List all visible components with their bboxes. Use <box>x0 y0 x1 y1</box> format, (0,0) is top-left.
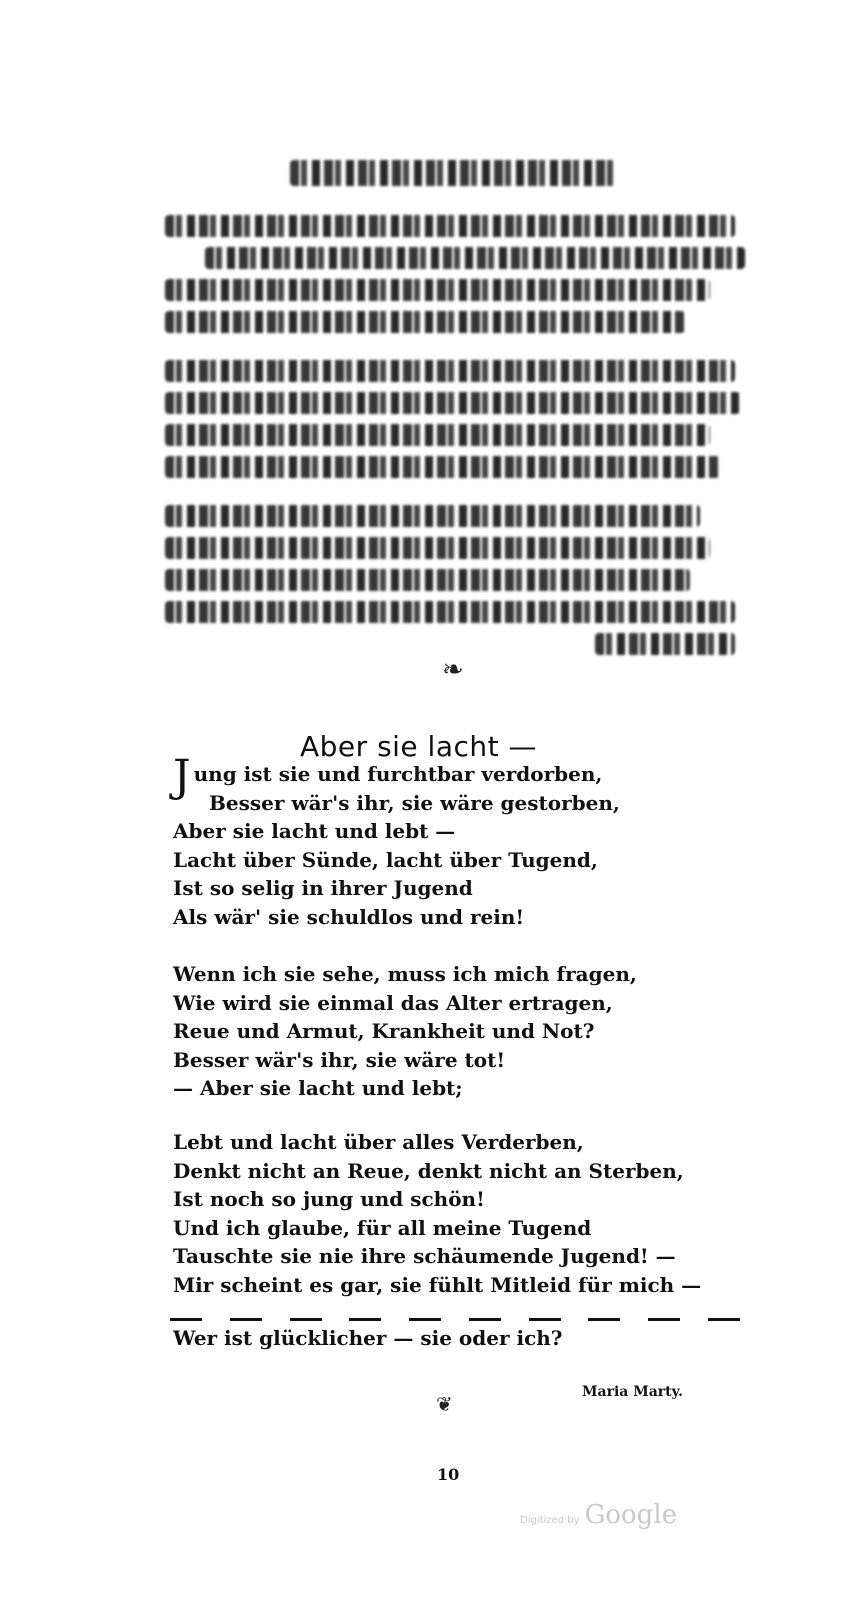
poem-line: Lebt und lacht über alles Verderben, <box>173 1130 584 1154</box>
poem-line: Aber sie lacht und lebt — <box>173 819 456 843</box>
illegible-stanza-1 <box>165 215 745 343</box>
illegible-stanza-3 <box>165 505 745 665</box>
poem-line: Lacht über Sünde, lacht über Tugend, <box>173 847 598 872</box>
watermark-prefix: Digitized by <box>520 1515 580 1526</box>
poem-line: Ist so selig in ihrer Jugend <box>173 876 473 900</box>
poem-line: Wenn ich sie sehe, muss ich mich fragen, <box>173 962 637 986</box>
ornament-icon: ❧ <box>442 655 464 685</box>
poem-line: Besser wär's ihr, sie wäre gestorben, <box>209 790 620 815</box>
google-watermark <box>520 1500 677 1530</box>
poem-line: Tauschte sie nie ihre schäumende Jugend! — <box>173 1244 676 1268</box>
stanza-3 <box>173 1128 701 1299</box>
illegible-stanza-2 <box>165 360 745 488</box>
author-signature: Maria Marty. <box>582 1384 684 1400</box>
poem-line: Wie wird sie einmal das Alter ertragen, <box>173 990 613 1015</box>
illegible-heading <box>290 160 615 192</box>
stanza-2 <box>173 960 637 1103</box>
poem-line: Jung ist sie und furchtbar verdorben, <box>173 751 603 802</box>
poem-last-line: Wer ist glücklicher — sie oder ich? <box>173 1326 563 1350</box>
drop-cap: J <box>173 751 191 802</box>
fleuron-icon: ❦ <box>436 1392 453 1416</box>
poem-title: Aber sie lacht — <box>300 730 538 763</box>
poem-line: — Aber sie lacht und lebt; <box>173 1076 463 1100</box>
poem-line: Ist noch so jung und schön! <box>173 1187 485 1211</box>
poem-line: Mir scheint es gar, sie fühlt Mitleid für mich — <box>173 1272 702 1297</box>
stanza-1 <box>173 751 620 931</box>
watermark-logo: Google <box>584 1500 678 1530</box>
poem-line: Reue und Armut, Krankheit und Not? <box>173 1019 595 1043</box>
poem-line: Besser wär's ihr, sie wäre tot! <box>173 1047 506 1072</box>
poem-line: Denkt nicht an Reue, denkt nicht an Sterben, <box>173 1158 684 1183</box>
page-number: 10 <box>437 1465 460 1484</box>
dash-separator <box>170 1318 740 1321</box>
poem-line: Und ich glaube, für all meine Tugend <box>173 1215 592 1240</box>
poem-line: Als wär' sie schuldlos und rein! <box>173 904 525 929</box>
